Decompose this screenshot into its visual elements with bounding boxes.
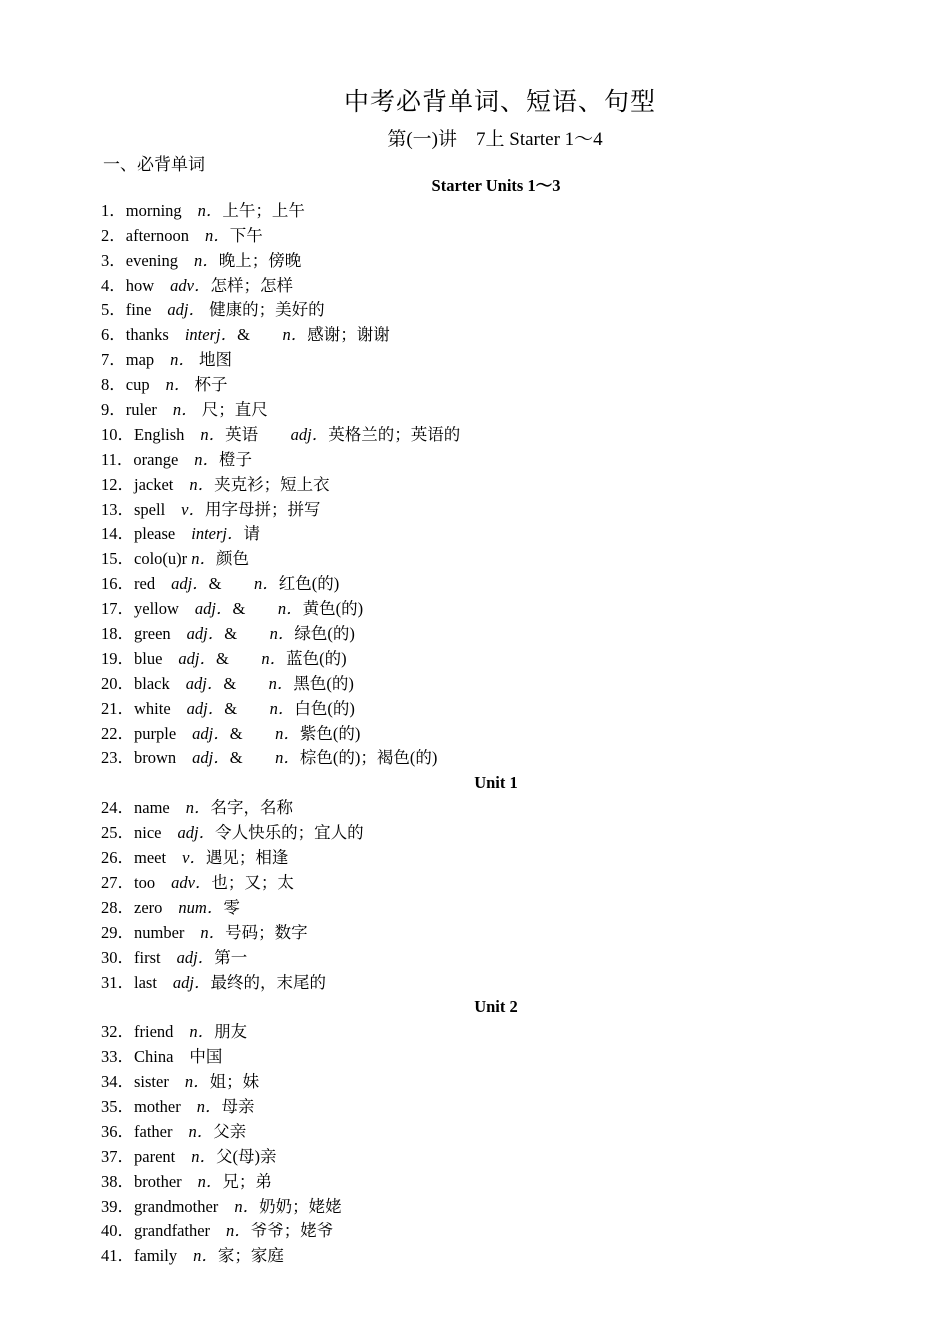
item-definition: 棕色(的)；褐色(的) [299,748,438,768]
item-word: grandmother [134,1196,219,1216]
item-definition: 朋友 [214,1022,248,1042]
item-number: 21． [101,698,134,718]
item-number: 34． [101,1072,134,1092]
item-definition: 蓝色(的) [286,648,347,668]
item-number: 1． [101,200,126,220]
item-number: 36． [101,1121,134,1141]
item-definition: 绿色(的) [294,624,355,644]
item-definition: 请 [243,524,260,544]
page-subtitle: 第(一)讲 7上 Starter 1～4 [387,129,603,150]
item-definition: 兄；弟 [222,1171,272,1191]
item-number: 29． [101,922,134,942]
vocab-item [101,323,891,348]
item-word: orange [133,449,179,469]
item-word: English [134,424,185,444]
item-word: black [134,673,170,693]
vocab-item [101,1145,891,1170]
item-number: 37． [101,1146,134,1166]
part-of-speech: n． [170,350,195,370]
item-definition: 令人快乐的；宜人的 [215,823,364,843]
part-of-speech: interj． [191,524,244,544]
item-definition: 名字，名称 [210,798,293,818]
item-definition: 号码；数字 [225,922,308,942]
part-of-speech: adj． [192,748,230,768]
part-of-speech: adj． [177,823,216,843]
part-of-speech: n． [282,325,308,345]
vocab-item [101,921,891,946]
part-of-speech: n． [269,698,295,718]
part-of-speech: adj． [186,624,225,644]
item-definition: 橙子 [219,449,253,469]
item-word: zero [134,897,163,917]
item-definition: 第一 [214,947,248,967]
item-number: 30． [101,947,134,967]
part-of-speech: v． [182,848,206,868]
vocab-item [101,1095,891,1120]
item-number: 24． [101,798,134,818]
item-definition: 姐；妹 [209,1072,260,1092]
vocab-item [101,1045,891,1070]
part-of-speech: n． [196,1096,222,1116]
part-of-speech: interj． [184,325,238,345]
vocab-item [101,298,891,323]
item-word: brother [134,1171,182,1191]
item-word: blue [134,648,163,668]
item-definition: 也；又；太 [211,872,294,892]
vocab-item [101,1170,891,1195]
item-word: parent [134,1146,176,1166]
item-definition: 英语 [225,424,275,444]
vocab-item [101,498,891,523]
part-of-speech: n． [275,723,300,743]
item-number: 10． [101,424,134,444]
item-definition: 地图 [194,350,233,370]
item-number: 18． [101,624,134,644]
part-of-speech: n． [200,424,226,444]
item-word: brown [134,748,177,768]
item-number: 13． [101,499,134,519]
item-number: 38． [101,1171,134,1191]
section-heading: 一、必背单词 [103,155,205,174]
part-of-speech: n． [194,449,220,469]
part-of-speech: n． [189,1022,215,1042]
item-definition: & [229,723,260,743]
item-word: fine [125,300,152,320]
part-of-speech: n． [268,673,294,693]
vocab-item [101,448,891,473]
item-definition: 夹克衫；短上衣 [214,474,330,494]
item-number: 28． [101,897,134,917]
vocab-item [101,647,891,672]
page-title: 中考必背单词、短语、句型 [343,89,656,116]
item-definition: & [223,673,253,693]
item-word: yellow [134,599,179,619]
vocabulary-list [101,174,891,1269]
part-of-speech: adj． [176,947,215,967]
item-word: red [134,574,156,594]
vocab-item [101,697,891,722]
part-of-speech: adj． [171,574,209,594]
unit-heading: Starter Units 1～3 [431,176,561,195]
vocab-item [101,622,891,647]
item-definition: 尺；直尺 [197,400,268,420]
part-of-speech: num． [178,897,224,917]
vocab-item [101,846,891,871]
item-definition: & [208,574,239,594]
item-word: map [125,350,155,370]
item-number: 11． [101,449,134,469]
item-word: father [134,1121,173,1141]
item-number: 2． [101,225,126,245]
part-of-speech: n． [172,400,198,420]
item-word: ruler [125,400,157,420]
part-of-speech: n． [165,375,191,395]
item-number: 6． [101,325,126,345]
item-word: mother [134,1096,181,1116]
item-number: 40． [101,1221,134,1241]
vocab-item [101,597,891,622]
vocab-item [101,1244,891,1269]
item-definition: 黑色(的) [293,673,354,693]
vocab-item [101,1070,891,1095]
vocab-item [101,821,891,846]
item-definition: 母亲 [221,1096,255,1116]
item-number: 20． [101,673,134,693]
item-word: colo(u)r [134,549,188,569]
item-word: first [134,947,161,967]
part-of-speech: n． [188,1121,214,1141]
item-number: 31． [101,972,134,992]
item-number: 41． [101,1246,134,1266]
item-word: cup [125,375,150,395]
part-of-speech: n． [193,1246,218,1266]
part-of-speech: n． [184,1072,210,1092]
item-word: thanks [125,325,169,345]
item-word: China [134,1047,174,1067]
part-of-speech: n． [226,1221,251,1241]
item-definition: 健康的；美好的 [205,300,325,320]
item-number: 27． [101,872,134,892]
vocab-item [101,796,891,821]
part-of-speech: n． [277,599,303,619]
part-of-speech: adv． [171,872,212,892]
part-of-speech: n． [189,474,215,494]
part-of-speech: n． [191,549,217,569]
item-word: meet [134,848,167,868]
item-word: please [134,524,176,544]
item-word: grandfather [134,1221,211,1241]
item-number: 5． [101,300,126,320]
item-definition: 父(母)亲 [215,1146,277,1166]
part-of-speech: adj． [167,300,205,320]
part-of-speech: n． [254,574,279,594]
item-word: afternoon [125,225,189,245]
item-word: nice [134,823,162,843]
item-definition: 家；家庭 [217,1246,284,1266]
item-word: last [134,972,157,992]
item-word: friend [134,1022,174,1042]
item-definition: 最终的，末尾的 [210,972,327,992]
part-of-speech: n． [275,748,300,768]
item-number: 25． [101,823,134,843]
item-number: 7． [101,350,126,370]
item-definition: 晚上；傍晚 [218,250,302,270]
vocab-item [101,423,891,448]
item-definition: 感谢；谢谢 [307,325,390,345]
item-definition: & [237,325,267,345]
item-word: green [134,624,171,644]
vocab-item [101,946,891,971]
item-number: 3． [101,250,126,270]
part-of-speech: adj． [290,424,329,444]
part-of-speech: n． [234,1196,260,1216]
item-definition: 紫色(的) [299,723,361,743]
vocab-item [101,398,891,423]
item-definition: 父亲 [213,1121,247,1141]
item-word: number [134,922,185,942]
item-definition: 怎样；怎样 [210,275,293,295]
part-of-speech: adj． [172,972,211,992]
item-number: 23． [101,748,134,768]
part-of-speech: n． [269,624,295,644]
item-number: 26． [101,848,134,868]
item-definition: & [232,599,262,619]
item-number: 16． [101,574,134,594]
vocab-item [101,373,891,398]
item-definition: 零 [223,897,240,917]
item-number: 33． [101,1047,134,1067]
part-of-speech: v． [181,499,205,519]
part-of-speech: adv． [170,275,211,295]
item-definition: 上午；上午 [222,200,305,220]
item-definition: & [224,698,254,718]
vocab-item [101,348,891,373]
item-number: 19． [101,648,134,668]
item-number: 22． [101,723,134,743]
part-of-speech: adj． [186,698,225,718]
item-number: 14． [101,524,134,544]
item-definition: 爷爷；姥爷 [250,1221,334,1241]
vocab-item [101,473,891,498]
item-definition: 黄色(的) [302,599,364,619]
item-word: morning [125,200,182,220]
item-definition: & [224,624,254,644]
item-definition: 杯子 [190,375,228,395]
item-definition: 中国 [189,1047,223,1067]
item-definition: 下午 [229,225,263,245]
unit-heading: Unit 2 [474,997,518,1017]
item-definition: & [229,748,260,768]
vocab-item [101,746,891,771]
vocab-item [101,722,891,747]
item-definition: 遇见；相逢 [205,848,289,868]
item-definition: 红色(的) [278,574,340,594]
part-of-speech: adj． [192,723,230,743]
part-of-speech: n． [197,200,223,220]
part-of-speech: n． [204,225,230,245]
item-word: purple [134,723,177,743]
part-of-speech: adj． [194,599,233,619]
vocab-item [101,1219,891,1244]
part-of-speech: n． [191,1146,216,1166]
vocab-item [101,971,891,996]
item-number: 35． [101,1096,134,1116]
item-word: spell [134,499,166,519]
part-of-speech: n． [185,798,211,818]
item-number: 15． [101,549,134,569]
vocab-item [101,1120,891,1145]
part-of-speech: n． [197,1171,223,1191]
item-number: 39． [101,1196,134,1216]
item-word: white [134,698,171,718]
item-number: 12． [101,474,134,494]
vocab-item [101,896,891,921]
item-number: 8． [101,375,126,395]
part-of-speech: adj． [178,648,217,668]
unit-heading: Unit 1 [474,773,518,793]
part-of-speech: n． [200,922,226,942]
item-number: 4． [101,275,126,295]
vocab-item [101,547,891,572]
item-definition: 用字母拼；拼写 [205,499,321,519]
item-number: 9． [101,400,126,420]
item-number: 32． [101,1022,134,1042]
vocab-item [101,1195,891,1220]
item-word: evening [125,250,178,270]
vocab-item [101,224,891,249]
vocab-item [101,249,891,274]
vocab-item [101,871,891,896]
item-number: 17． [101,599,134,619]
vocab-item [101,522,891,547]
item-word: too [134,872,156,892]
item-definition: 英格兰的；英语的 [328,424,461,444]
item-definition: & [216,648,246,668]
item-word: sister [134,1072,169,1092]
item-definition: 白色(的) [294,698,355,718]
part-of-speech: n． [261,648,287,668]
vocab-item [101,672,891,697]
vocab-item [101,1020,891,1045]
vocab-item [101,199,891,224]
item-word: how [125,275,155,295]
item-definition: 奶奶；姥姥 [259,1196,342,1216]
item-word: name [134,798,170,818]
part-of-speech: n． [193,250,219,270]
item-definition: 颜色 [216,549,250,569]
vocab-item [101,274,891,299]
vocab-item [101,572,891,597]
part-of-speech: adj． [185,673,224,693]
item-word: jacket [134,474,174,494]
item-word: family [134,1246,178,1266]
